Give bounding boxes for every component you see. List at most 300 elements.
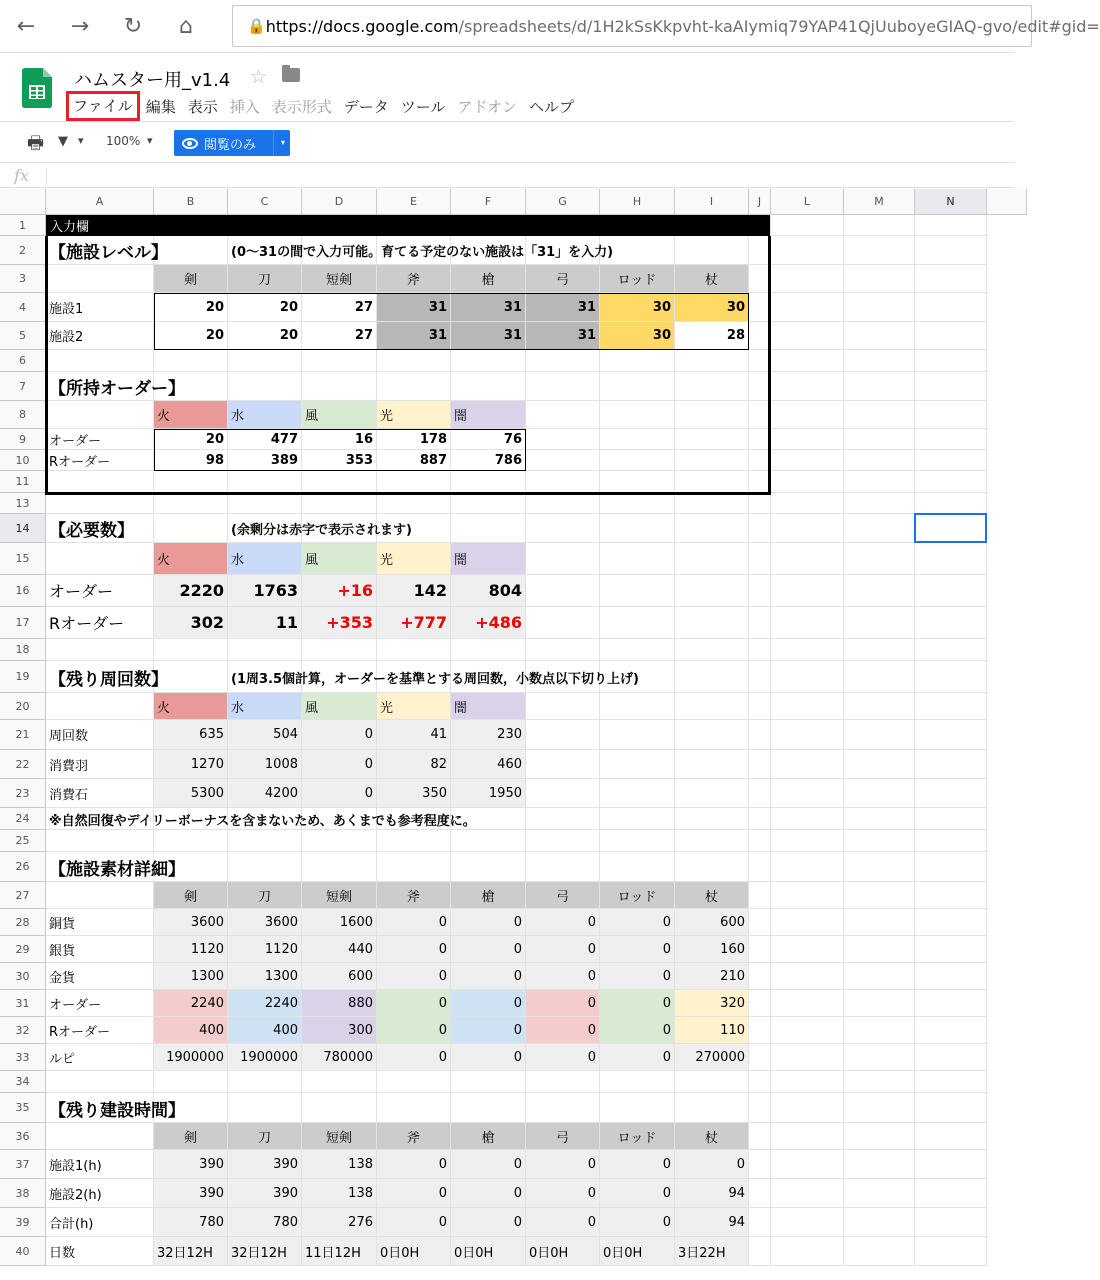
grid-cell[interactable] (749, 882, 771, 909)
grid-cell[interactable] (749, 990, 771, 1017)
facility-level-input[interactable]: 27 (302, 322, 377, 350)
grid-cell[interactable] (915, 429, 987, 450)
grid-cell[interactable] (749, 1017, 771, 1044)
grid-cell[interactable] (749, 401, 771, 429)
grid-cell[interactable] (915, 293, 987, 322)
material-value[interactable]: 0 (451, 936, 526, 963)
element-header[interactable]: 水 (228, 693, 302, 720)
grid-cell[interactable] (844, 909, 915, 936)
build-time-value[interactable]: 780 (154, 1208, 228, 1237)
grid-cell[interactable] (915, 215, 987, 236)
required-count[interactable]: +16 (302, 575, 377, 607)
row-header-16[interactable]: 16 (0, 575, 46, 607)
build-time-value[interactable]: 0 (451, 1150, 526, 1179)
grid-cell[interactable] (915, 750, 987, 779)
row-header-19[interactable]: 19 (0, 661, 46, 693)
element-header[interactable]: 火 (154, 693, 228, 720)
material-value[interactable]: 0 (451, 990, 526, 1017)
build-time-value[interactable]: 32日12H (228, 1237, 302, 1266)
grid-cell[interactable] (749, 543, 771, 575)
required-count[interactable]: +353 (302, 607, 377, 639)
row-header-27[interactable]: 27 (0, 882, 46, 909)
grid-cell[interactable] (844, 607, 915, 639)
grid-cell[interactable] (771, 1093, 844, 1123)
grid-cell[interactable] (771, 350, 844, 372)
row-header-17[interactable]: 17 (0, 607, 46, 639)
row-header-33[interactable]: 33 (0, 1044, 46, 1071)
grid-cell[interactable] (600, 429, 675, 450)
grid-cell[interactable] (915, 990, 987, 1017)
grid-cell[interactable] (915, 720, 987, 750)
zoom-dropdown-icon[interactable]: ▾ (147, 134, 153, 147)
menu-edit[interactable]: 編集 (145, 98, 176, 116)
column-header-d[interactable]: D (302, 189, 377, 215)
row-header-3[interactable]: 3 (0, 265, 46, 293)
weapon-header[interactable]: 剣 (154, 265, 228, 293)
grid-cell[interactable] (749, 830, 771, 852)
grid-cell[interactable] (46, 639, 154, 661)
build-time-value[interactable]: 0日0H (600, 1237, 675, 1266)
grid-cell[interactable] (600, 693, 675, 720)
grid-cell[interactable] (526, 401, 600, 429)
grid-cell[interactable] (915, 493, 987, 514)
weapon-header[interactable]: 刀 (228, 882, 302, 909)
grid-cell[interactable] (749, 350, 771, 372)
grid-cell[interactable] (771, 265, 844, 293)
grid-cell[interactable] (771, 963, 844, 990)
row-header-7[interactable]: 7 (0, 372, 46, 401)
grid-cell[interactable] (228, 830, 302, 852)
facility-level-input[interactable]: 31 (377, 293, 451, 322)
grid-cell[interactable] (844, 693, 915, 720)
weapon-header[interactable]: 短剣 (302, 265, 377, 293)
grid-cell[interactable] (915, 1093, 987, 1123)
grid-cell[interactable] (228, 1071, 302, 1093)
weapon-header[interactable]: 槍 (451, 1123, 526, 1150)
grid-cell[interactable] (526, 779, 600, 808)
grid-cell[interactable] (915, 265, 987, 293)
material-row-label[interactable]: オーダー (46, 990, 154, 1017)
grid-cell[interactable] (915, 779, 987, 808)
filter-icon[interactable]: ▼ (58, 134, 68, 149)
menu-insert[interactable]: 挿入 (229, 98, 260, 116)
spreadsheet-grid[interactable] (0, 189, 1014, 1280)
grid-cell[interactable] (771, 1179, 844, 1208)
grid-cell[interactable] (749, 293, 771, 322)
menu-help[interactable]: ヘルプ (529, 98, 575, 116)
element-header[interactable]: 水 (228, 543, 302, 575)
grid-cell[interactable] (844, 401, 915, 429)
material-value[interactable]: 0 (377, 1017, 451, 1044)
weapon-header[interactable]: 斧 (377, 882, 451, 909)
grid-cell[interactable] (749, 1237, 771, 1266)
facility-level-input[interactable]: 20 (154, 293, 228, 322)
grid-cell[interactable] (915, 661, 987, 693)
grid-cell[interactable] (451, 1071, 526, 1093)
grid-cell[interactable] (844, 661, 915, 693)
grid-cell[interactable] (302, 830, 377, 852)
order-count-input[interactable]: 76 (451, 429, 526, 450)
element-header[interactable]: 闇 (451, 693, 526, 720)
grid-cell[interactable] (771, 750, 844, 779)
material-value[interactable]: 270000 (675, 1044, 749, 1071)
grid-cell[interactable] (771, 990, 844, 1017)
grid-cell[interactable] (46, 401, 154, 429)
build-time-value[interactable]: 94 (675, 1179, 749, 1208)
facility-row-label[interactable]: 施設1 (46, 293, 154, 322)
folder-icon[interactable] (282, 68, 300, 82)
element-header[interactable]: 光 (377, 693, 451, 720)
grid-cell[interactable] (749, 936, 771, 963)
weapon-header[interactable]: 槍 (451, 882, 526, 909)
grid-cell[interactable] (844, 514, 915, 543)
element-header[interactable]: 火 (154, 543, 228, 575)
grid-cell[interactable] (915, 575, 987, 607)
laps-row-label[interactable]: 消費石 (46, 779, 154, 808)
material-value[interactable]: 0 (600, 936, 675, 963)
required-count[interactable]: 142 (377, 575, 451, 607)
build-time-value[interactable]: 0 (600, 1179, 675, 1208)
material-value[interactable]: 440 (302, 936, 377, 963)
grid-cell[interactable] (749, 909, 771, 936)
grid-cell[interactable] (377, 493, 451, 514)
grid-cell[interactable] (915, 639, 987, 661)
grid-cell[interactable] (600, 401, 675, 429)
grid-cell[interactable] (749, 607, 771, 639)
grid-cell[interactable] (600, 493, 675, 514)
grid-cell[interactable] (675, 779, 749, 808)
laps-value[interactable]: 350 (377, 779, 451, 808)
facility-level-input[interactable]: 30 (600, 293, 675, 322)
grid-cell[interactable] (526, 1071, 600, 1093)
row-header-13[interactable]: 13 (0, 493, 46, 514)
element-header[interactable]: 闇 (451, 401, 526, 429)
back-icon[interactable]: ← (16, 13, 36, 39)
material-value[interactable]: 0 (600, 963, 675, 990)
grid-cell[interactable] (600, 450, 675, 471)
material-value[interactable]: 110 (675, 1017, 749, 1044)
laps-value[interactable]: 1270 (154, 750, 228, 779)
grid-cell[interactable] (675, 607, 749, 639)
laps-value[interactable]: 1008 (228, 750, 302, 779)
grid-cell[interactable] (451, 493, 526, 514)
grid-cell[interactable] (675, 852, 749, 882)
grid-cell[interactable] (526, 350, 600, 372)
row-header-28[interactable]: 28 (0, 909, 46, 936)
grid-cell[interactable] (771, 830, 844, 852)
material-value[interactable]: 2240 (228, 990, 302, 1017)
grid-cell[interactable] (915, 1017, 987, 1044)
view-only-button[interactable] (174, 130, 290, 156)
facility-level-input[interactable]: 31 (526, 322, 600, 350)
order-row-label[interactable]: Rオーダー (46, 450, 154, 471)
facility-level-input[interactable]: 27 (302, 293, 377, 322)
row-header-31[interactable]: 31 (0, 990, 46, 1017)
address-bar[interactable] (232, 5, 1100, 47)
material-value[interactable]: 0 (377, 1044, 451, 1071)
grid-cell[interactable] (771, 882, 844, 909)
grid-cell[interactable] (844, 830, 915, 852)
grid-cell[interactable] (844, 882, 915, 909)
grid-cell[interactable] (46, 1123, 154, 1150)
grid-cell[interactable] (749, 963, 771, 990)
grid-cell[interactable] (749, 493, 771, 514)
material-row-label[interactable]: 銀貨 (46, 936, 154, 963)
required-count[interactable]: 11 (228, 607, 302, 639)
material-value[interactable]: 1120 (154, 936, 228, 963)
column-header-c[interactable]: C (228, 189, 302, 215)
build-time-value[interactable]: 0 (600, 1150, 675, 1179)
build-time-value[interactable]: 0 (377, 1179, 451, 1208)
grid-cell[interactable] (771, 471, 844, 493)
column-header-j[interactable]: J (749, 189, 771, 215)
grid-cell[interactable] (915, 1179, 987, 1208)
grid-cell[interactable] (46, 493, 154, 514)
build-time-value[interactable]: 0 (526, 1179, 600, 1208)
facility-level-input[interactable]: 31 (377, 322, 451, 350)
grid-cell[interactable] (771, 450, 844, 471)
material-value[interactable]: 600 (675, 909, 749, 936)
facility-level-input[interactable]: 28 (675, 322, 749, 350)
grid-cell[interactable] (771, 1017, 844, 1044)
grid-cell[interactable] (526, 429, 600, 450)
grid-cell[interactable] (302, 350, 377, 372)
weapon-header[interactable]: ロッド (600, 1123, 675, 1150)
grid-cell[interactable] (771, 215, 844, 236)
laps-value[interactable]: 41 (377, 720, 451, 750)
active-cell-selection[interactable] (914, 513, 987, 543)
material-value[interactable]: 780000 (302, 1044, 377, 1071)
grid-cell[interactable] (844, 372, 915, 401)
build-time-value[interactable]: 0 (526, 1150, 600, 1179)
grid-cell[interactable] (844, 543, 915, 575)
laps-value[interactable]: 1950 (451, 779, 526, 808)
element-header[interactable]: 風 (302, 693, 377, 720)
grid-cell[interactable] (46, 1071, 154, 1093)
row-header-36[interactable]: 36 (0, 1123, 46, 1150)
grid-cell[interactable] (915, 1237, 987, 1266)
grid-cell[interactable] (844, 639, 915, 661)
material-row-label[interactable]: 銅貨 (46, 909, 154, 936)
grid-cell[interactable] (600, 750, 675, 779)
row-header-26[interactable]: 26 (0, 852, 46, 882)
grid-cell[interactable] (377, 471, 451, 493)
grid-cell[interactable] (154, 830, 228, 852)
grid-cell[interactable] (749, 1071, 771, 1093)
grid-cell[interactable] (915, 322, 987, 350)
material-value[interactable]: 400 (228, 1017, 302, 1044)
row-header-25[interactable]: 25 (0, 830, 46, 852)
build-time-value[interactable]: 0 (526, 1208, 600, 1237)
menu-file[interactable]: ファイル (66, 91, 140, 121)
grid-cell[interactable] (771, 693, 844, 720)
column-header-m[interactable]: M (844, 189, 915, 215)
facility-level-input[interactable]: 30 (600, 322, 675, 350)
home-icon[interactable]: ⌂ (179, 13, 193, 39)
grid-cell[interactable] (675, 1071, 749, 1093)
grid-cell[interactable] (844, 936, 915, 963)
facility-level-input[interactable]: 31 (451, 322, 526, 350)
grid-cell[interactable] (844, 1208, 915, 1237)
row-header-34[interactable]: 34 (0, 1071, 46, 1093)
weapon-header[interactable]: 短剣 (302, 882, 377, 909)
grid-cell[interactable] (46, 265, 154, 293)
element-header[interactable]: 闇 (451, 543, 526, 575)
grid-cell[interactable] (915, 607, 987, 639)
column-header-next[interactable] (987, 189, 1027, 215)
grid-cell[interactable] (749, 471, 771, 493)
reload-icon[interactable]: ↻ (123, 13, 143, 39)
grid-cell[interactable] (154, 493, 228, 514)
grid-cell[interactable] (675, 808, 749, 830)
laps-row-label[interactable]: 周回数 (46, 720, 154, 750)
element-header[interactable]: 水 (228, 401, 302, 429)
order-count-input[interactable]: 389 (228, 450, 302, 471)
column-header-g[interactable]: G (526, 189, 600, 215)
grid-cell[interactable] (675, 429, 749, 450)
material-value[interactable]: 0 (451, 909, 526, 936)
grid-cell[interactable] (451, 350, 526, 372)
facility-level-input[interactable]: 31 (451, 293, 526, 322)
grid-cell[interactable] (844, 450, 915, 471)
grid-cell[interactable] (915, 236, 987, 265)
material-value[interactable]: 2240 (154, 990, 228, 1017)
grid-cell[interactable] (771, 322, 844, 350)
material-value[interactable]: 0 (451, 963, 526, 990)
element-header[interactable]: 風 (302, 401, 377, 429)
material-value[interactable]: 0 (526, 936, 600, 963)
grid-cell[interactable] (228, 639, 302, 661)
grid-cell[interactable] (844, 350, 915, 372)
material-row-label[interactable]: 金貨 (46, 963, 154, 990)
order-count-input[interactable]: 477 (228, 429, 302, 450)
grid-cell[interactable] (844, 852, 915, 882)
grid-cell[interactable] (844, 575, 915, 607)
weapon-header[interactable]: 杖 (675, 882, 749, 909)
order-count-input[interactable]: 98 (154, 450, 228, 471)
grid-cell[interactable] (771, 607, 844, 639)
weapon-header[interactable]: 杖 (675, 1123, 749, 1150)
grid-cell[interactable] (302, 1071, 377, 1093)
material-value[interactable]: 0 (526, 990, 600, 1017)
grid-cell[interactable] (302, 639, 377, 661)
grid-cell[interactable] (749, 1150, 771, 1179)
order-count-input[interactable]: 353 (302, 450, 377, 471)
grid-cell[interactable] (600, 830, 675, 852)
facility-level-input[interactable]: 30 (675, 293, 749, 322)
grid-cell[interactable] (600, 575, 675, 607)
build-time-value[interactable]: 3日22H (675, 1237, 749, 1266)
column-header-e[interactable]: E (377, 189, 451, 215)
row-header-32[interactable]: 32 (0, 1017, 46, 1044)
view-only-dropdown-icon[interactable]: ▾ (280, 138, 285, 147)
grid-cell[interactable] (675, 750, 749, 779)
weapon-header[interactable]: 斧 (377, 265, 451, 293)
material-value[interactable]: 320 (675, 990, 749, 1017)
grid-cell[interactable] (302, 471, 377, 493)
build-time-row-label[interactable]: 施設2(h) (46, 1179, 154, 1208)
grid-cell[interactable] (844, 1071, 915, 1093)
build-time-value[interactable]: 138 (302, 1150, 377, 1179)
grid-cell[interactable] (675, 639, 749, 661)
laps-value[interactable]: 82 (377, 750, 451, 779)
grid-cell[interactable] (771, 779, 844, 808)
grid-cell[interactable] (526, 639, 600, 661)
row-header-30[interactable]: 30 (0, 963, 46, 990)
grid-cell[interactable] (771, 1208, 844, 1237)
row-header-38[interactable]: 38 (0, 1179, 46, 1208)
material-value[interactable]: 0 (526, 909, 600, 936)
grid-cell[interactable] (377, 830, 451, 852)
grid-cell[interactable] (526, 471, 600, 493)
formula-bar[interactable] (0, 164, 1014, 188)
grid-cell[interactable] (771, 1071, 844, 1093)
laps-value[interactable]: 230 (451, 720, 526, 750)
grid-cell[interactable] (844, 1093, 915, 1123)
laps-value[interactable]: 5300 (154, 779, 228, 808)
required-count[interactable]: +486 (451, 607, 526, 639)
row-header-39[interactable]: 39 (0, 1208, 46, 1237)
grid-cell[interactable] (844, 720, 915, 750)
grid-cell[interactable] (749, 575, 771, 607)
column-header-l[interactable]: L (771, 189, 844, 215)
grid-cell[interactable] (915, 1150, 987, 1179)
grid-cell[interactable] (749, 1123, 771, 1150)
grid-cell[interactable] (771, 543, 844, 575)
zoom-select[interactable]: 100% (106, 134, 141, 148)
weapon-header[interactable]: ロッド (600, 265, 675, 293)
laps-value[interactable]: 0 (302, 750, 377, 779)
grid-cell[interactable] (749, 429, 771, 450)
grid-cell[interactable] (844, 1123, 915, 1150)
grid-cell[interactable] (46, 471, 154, 493)
build-time-value[interactable]: 390 (154, 1150, 228, 1179)
facility-level-input[interactable]: 31 (526, 293, 600, 322)
grid-cell[interactable] (675, 471, 749, 493)
grid-cell[interactable] (844, 471, 915, 493)
material-value[interactable]: 1300 (228, 963, 302, 990)
grid-cell[interactable] (844, 429, 915, 450)
column-header-f[interactable]: F (451, 189, 526, 215)
menu-format[interactable]: 表示形式 (271, 98, 332, 116)
material-value[interactable]: 0 (451, 1044, 526, 1071)
grid-cell[interactable] (844, 322, 915, 350)
grid-cell[interactable] (771, 936, 844, 963)
grid-cell[interactable] (228, 350, 302, 372)
grid-cell[interactable] (915, 909, 987, 936)
build-time-value[interactable]: 0 (675, 1150, 749, 1179)
weapon-header[interactable]: 刀 (228, 1123, 302, 1150)
build-time-value[interactable]: 780 (228, 1208, 302, 1237)
grid-cell[interactable] (771, 639, 844, 661)
menu-addons[interactable]: アドオン (457, 98, 518, 116)
grid-cell[interactable] (154, 350, 228, 372)
material-value[interactable]: 3600 (154, 909, 228, 936)
grid-cell[interactable] (526, 750, 600, 779)
laps-value[interactable]: 4200 (228, 779, 302, 808)
build-time-row-label[interactable]: 日数 (46, 1237, 154, 1266)
weapon-header[interactable]: 刀 (228, 265, 302, 293)
required-count[interactable]: +777 (377, 607, 451, 639)
grid-cell[interactable] (844, 990, 915, 1017)
element-header[interactable]: 光 (377, 543, 451, 575)
required-count[interactable]: 804 (451, 575, 526, 607)
grid-cell[interactable] (526, 720, 600, 750)
row-header-22[interactable]: 22 (0, 750, 46, 779)
grid-cell[interactable] (771, 401, 844, 429)
grid-cell[interactable] (526, 575, 600, 607)
row-header-10[interactable]: 10 (0, 450, 46, 471)
